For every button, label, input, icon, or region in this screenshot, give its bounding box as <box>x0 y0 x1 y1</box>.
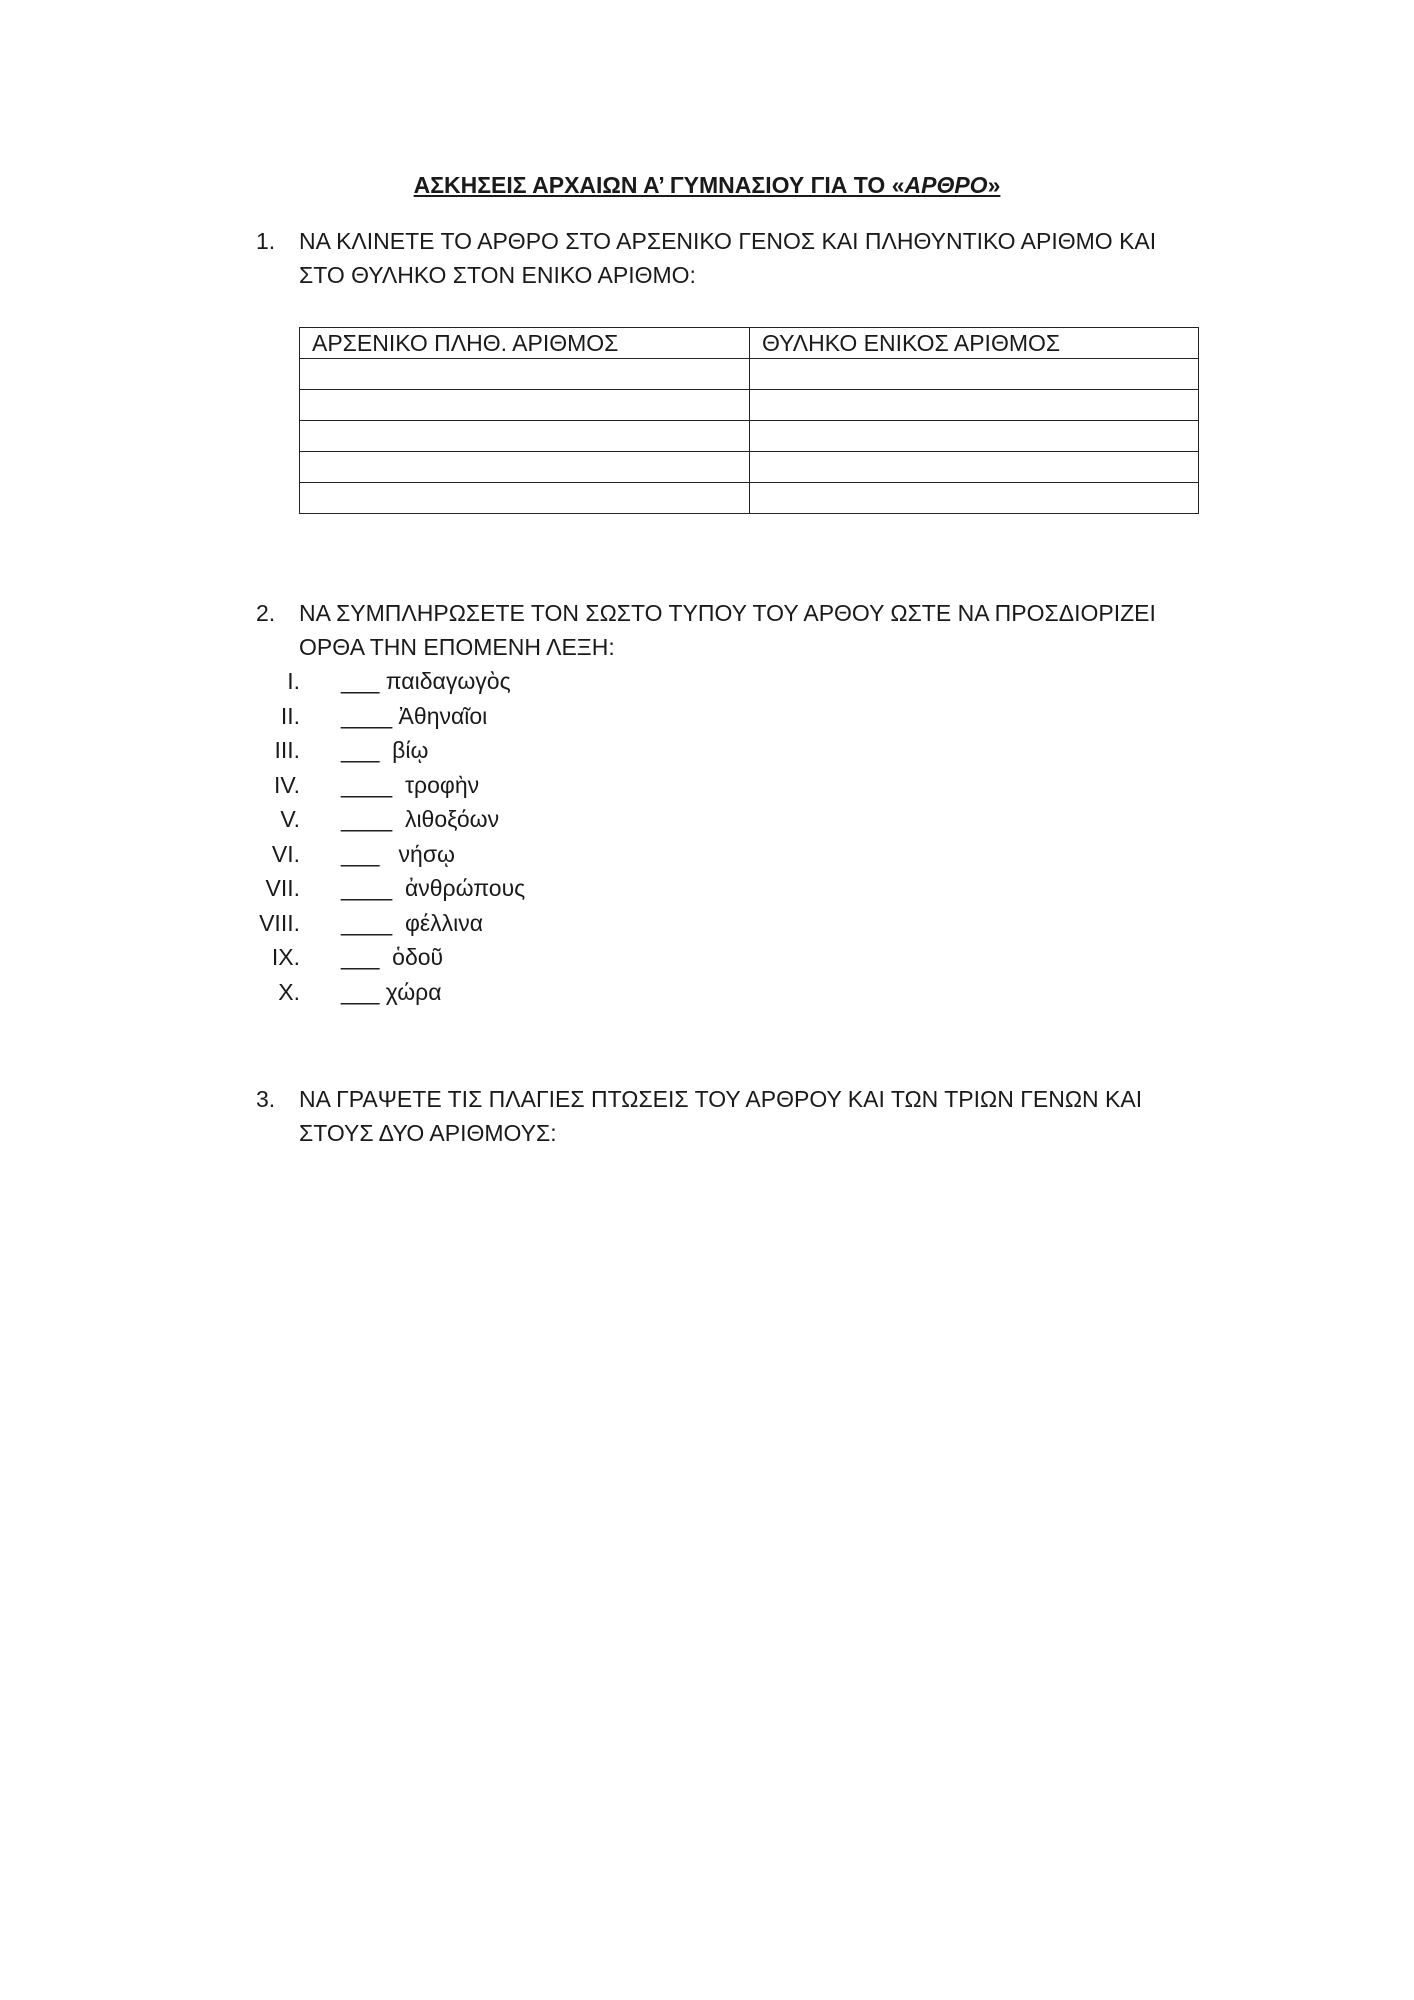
list-item <box>0 940 1414 975</box>
question-3-text: ΝΑ ΓΡΑΨΕΤΕ ΤΙΣ ΠΛΑΓΙΕΣ ΠΤΩΣΕΙΣ ΤΟΥ ΑΡΘΡΟΥ ΚΑΙ ΤΩΝ ΤΡΙΩΝ ΓΕΝΩΝ ΚΑΙ ΣΤΟΥΣ ΔΥΟ ΑΡΙΘΜΟΥΣ: <box>299 1086 1143 1146</box>
table-row <box>300 390 1199 421</box>
fill-in-list <box>0 664 1414 1009</box>
list-item-number: IV. <box>273 771 300 798</box>
list-item-word: ____ φέλλινα <box>341 909 484 936</box>
list-item-word: ____ ἀνθρώπους <box>341 875 526 901</box>
list-item <box>0 664 1414 699</box>
list-item <box>0 871 1414 906</box>
table-cell[interactable] <box>300 359 750 390</box>
table-cell[interactable] <box>300 390 750 421</box>
list-item-number: II. <box>280 702 300 729</box>
list-item-word: ___ ὁδοῦ <box>341 944 444 970</box>
question-2-number: 2. <box>256 600 276 626</box>
title-emphasis: ΑΡΘΡΟ <box>904 172 988 198</box>
list-item-word: ___ χώρα <box>341 978 442 1005</box>
list-item-number: VI. <box>271 840 300 867</box>
list-item-number: VII. <box>265 875 300 901</box>
list-item-word: ___ νήσῳ <box>341 840 455 867</box>
list-item-word: ____ Ἀθηναῖοι <box>341 702 488 729</box>
table-cell[interactable] <box>750 359 1199 390</box>
list-item <box>0 699 1414 734</box>
declension-table <box>299 327 1199 514</box>
list-item-number: X. <box>278 978 300 1005</box>
list-item-number: IX. <box>271 944 300 970</box>
list-item <box>0 837 1414 872</box>
question-2-text: ΝΑ ΣΥΜΠΛΗΡΩΣΕΤΕ ΤΟΝ ΣΩΣΤΟ ΤΥΠΟΥ ΤΟΥ ΑΡΘΟΥ ΩΣΤΕ ΝΑ ΠΡΟΣΔΙΟΡΙΖΕΙ ΟΡΘΑ ΤΗΝ ΕΠΟΜΕΝΗ ΛΕΞΗ: <box>299 600 1156 660</box>
table-cell[interactable] <box>300 452 750 483</box>
table-cell[interactable] <box>750 483 1199 514</box>
title-close: » <box>987 172 1001 198</box>
list-item <box>0 802 1414 837</box>
list-item-number: V. <box>280 806 300 832</box>
list-item <box>0 733 1414 768</box>
table-row <box>300 483 1199 514</box>
title-main: ΑΣΚΗΣΕΙΣ ΑΡΧΑΙΩΝ Α’ ΓΥΜΝΑΣΙΟΥ ΓΙΑ ΤΟ « <box>413 172 905 198</box>
list-item-number: III. <box>274 737 300 763</box>
table-cell[interactable] <box>300 483 750 514</box>
list-item <box>0 768 1414 803</box>
page-title <box>0 172 1414 199</box>
question-1-number: 1. <box>256 228 276 254</box>
list-item-word: ____ τροφὴν <box>341 771 480 798</box>
table-cell[interactable] <box>300 421 750 452</box>
list-item-number: I. <box>287 668 300 694</box>
table-row <box>300 452 1199 483</box>
list-item-word: ____ λιθοξόων <box>341 806 500 832</box>
list-item-number: VIII. <box>259 909 300 936</box>
question-1-text: ΝΑ ΚΛΙΝΕΤΕ ΤΟ ΑΡΘΡΟ ΣΤΟ ΑΡΣΕΝΙΚΟ ΓΕΝΟΣ ΚΑΙ ΠΛΗΘΥΝΤΙΚΟ ΑΡΙΘΜΟ ΚΑΙ ΣΤΟ ΘΥΛΗΚΟ ΣΤΟΝ ΕΝΙΚΟ ΑΡΙΘΜΟ: <box>299 228 1157 288</box>
table-cell[interactable] <box>750 421 1199 452</box>
table-cell[interactable] <box>750 390 1199 421</box>
table-header-row <box>300 328 1199 359</box>
table-cell[interactable] <box>750 452 1199 483</box>
list-item-word: ___ βίῳ <box>341 737 429 763</box>
table-row <box>300 359 1199 390</box>
list-item-word: ___ παιδαγωγὸς <box>341 668 511 694</box>
table-header-feminine-singular: ΘΥΛΗΚΟ ΕΝΙΚΟΣ ΑΡΙΘΜΟΣ <box>750 328 1199 359</box>
table-row <box>300 421 1199 452</box>
list-item <box>0 906 1414 941</box>
list-item <box>0 975 1414 1010</box>
table-header-masculine-plural: ΑΡΣΕΝΙΚΟ ΠΛΗΘ. ΑΡΙΘΜΟΣ <box>300 328 750 359</box>
question-3-number: 3. <box>256 1086 276 1112</box>
